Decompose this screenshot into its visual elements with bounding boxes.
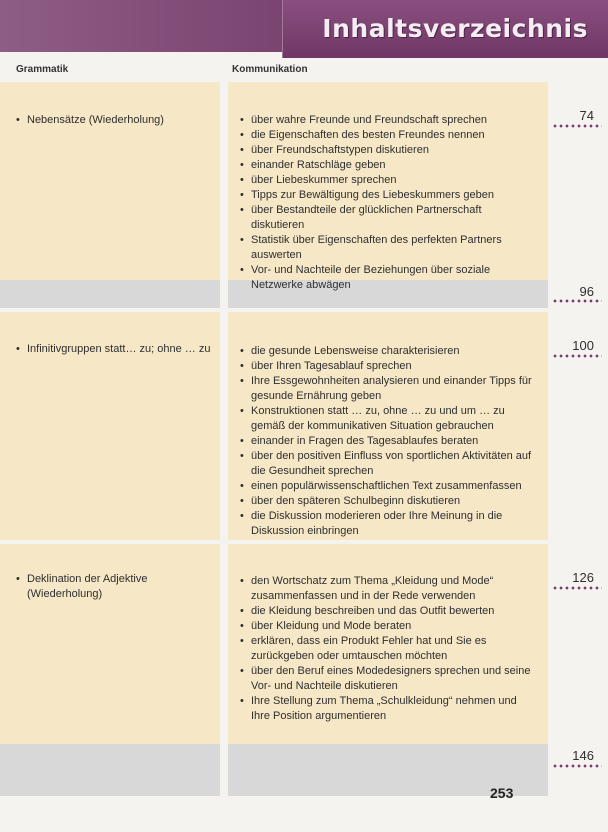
column-header-grammar: Grammatik xyxy=(16,64,69,75)
list-item: • die Diskussion moderieren oder Ihre Meinung in die Diskussion einbringen xyxy=(240,509,534,539)
page-number-3-end: 146 xyxy=(572,748,594,763)
page-number-1: 74 xyxy=(579,108,594,123)
grammar-topic-1 xyxy=(16,113,212,128)
grammar-topic-2 xyxy=(16,342,212,357)
dotted-leader xyxy=(552,586,602,590)
page-number-3: 126 xyxy=(572,570,594,585)
list-item: • über den Beruf eines Modedesigners sprechen und seine Vor- und Nachteile diskutieren xyxy=(240,664,534,694)
list-item: • Statistik über Eigenschaften des perfekten Partners auswerten xyxy=(240,233,534,263)
list-item: • Konstruktionen statt … zu, ohne … zu und um … zu gemäß der kommunikativen Situation gebrauchen xyxy=(240,404,534,434)
list-item: • über Freundschaftstypen diskutieren xyxy=(240,143,534,158)
list-item: • über Ihren Tagesablauf sprechen xyxy=(240,359,534,374)
grammar-item: • Deklination der Adjektive (Wiederholung) xyxy=(16,572,212,602)
page-title: Inhaltsverzeichnis xyxy=(322,14,588,43)
folio-page-number: 253 xyxy=(490,785,514,801)
list-item: • über Bestandteile der glücklichen Partnerschaft diskutieren xyxy=(240,203,534,233)
grammar-item: • Nebensätze (Wiederholung) xyxy=(16,113,212,128)
list-item: • die Eigenschaften des besten Freundes nennen xyxy=(240,128,534,143)
list-item: • über wahre Freunde und Freundschaft sprechen xyxy=(240,113,534,128)
list-item: • einen populärwissenschaftlichen Text zusammenfassen xyxy=(240,479,534,494)
page-number-1-end: 96 xyxy=(579,284,594,299)
list-item: • den Wortschatz zum Thema „Kleidung und Mode“ zusammenfassen und in der Rede verwenden xyxy=(240,574,534,604)
list-item: • Ihre Stellung zum Thema „Schulkleidung“ nehmen und Ihre Position argumentieren xyxy=(240,694,534,724)
communication-list-3 xyxy=(240,574,534,724)
list-item: • über Liebeskummer sprechen xyxy=(240,173,534,188)
grammar-cell-1 xyxy=(0,82,220,280)
dotted-leader xyxy=(552,354,602,358)
column-header-communication: Kommunikation xyxy=(232,64,308,75)
list-item: • einander in Fragen des Tagesablaufes beraten xyxy=(240,434,534,449)
grammar-item: • Infinitivgruppen statt… zu; ohne … zu xyxy=(16,342,212,357)
grammar-topic-3 xyxy=(16,572,212,602)
list-item: • einander Ratschläge geben xyxy=(240,158,534,173)
communication-list-2 xyxy=(240,344,534,539)
page-number-2: 100 xyxy=(572,338,594,353)
list-item: • Ihre Essgewohnheiten analysieren und einander Tipps für gesunde Ernährung geben xyxy=(240,374,534,404)
section-footer-3 xyxy=(0,744,220,796)
list-item: • über den positiven Einfluss von sportlichen Aktivitäten auf die Gesundheit sprechen xyxy=(240,449,534,479)
dotted-leader xyxy=(552,299,602,303)
communication-list-1 xyxy=(240,113,534,293)
list-item: • über den späteren Schulbeginn diskutieren xyxy=(240,494,534,509)
list-item: • Tipps zur Bewältigung des Liebeskummers geben xyxy=(240,188,534,203)
list-item: • erklären, dass ein Produkt Fehler hat und Sie es zurückgeben oder umtauschen möchten xyxy=(240,634,534,664)
dotted-leader xyxy=(552,764,602,768)
dotted-leader xyxy=(552,124,602,128)
list-item: • die Kleidung beschreiben und das Outfit bewerten xyxy=(240,604,534,619)
list-item: • Vor- und Nachteile der Beziehungen über soziale Netzwerke abwägen xyxy=(240,263,534,293)
section-divider-1 xyxy=(0,280,220,308)
list-item: • die gesunde Lebensweise charakterisieren xyxy=(240,344,534,359)
list-item: • über Kleidung und Mode beraten xyxy=(240,619,534,634)
